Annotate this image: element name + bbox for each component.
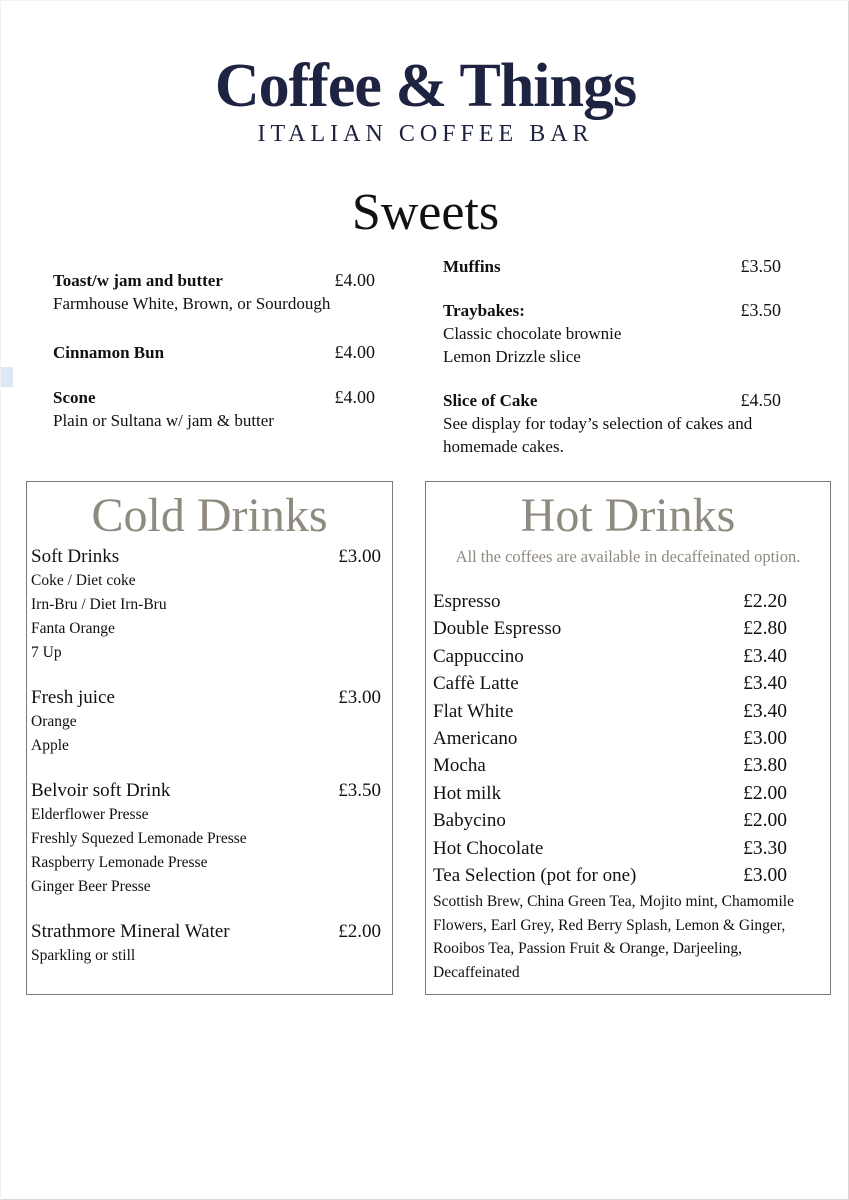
hot-drink-row [433,752,787,779]
sweets-item-desc: See display for today’s selection of cakes and [443,414,753,433]
cold-drink-option: Sparkling or still [31,947,136,964]
menu-header [1,53,849,149]
sweets-right-column [443,255,781,478]
cold-drink-option: Coke / Diet coke [31,572,136,589]
hot-drinks-box [425,481,831,995]
cold-drink-group [31,545,381,665]
hot-drink-row [433,588,787,615]
sweets-item-desc: Farmhouse White, Brown, or Sourdough [53,294,331,313]
hot-drink-name: Cappuccino [433,645,524,667]
sweets-item [53,386,375,432]
hot-drink-row [433,698,787,725]
hot-drink-price: £3.80 [743,755,787,777]
sweets-item-name: Toast/w jam and butter [53,271,223,290]
hot-drink-row [433,670,787,697]
hot-drink-row [433,780,787,807]
cold-drink-price: £3.00 [338,687,381,708]
tea-selection-line: Rooibos Tea, Passion Fruit & Orange, Darjeeling, [433,940,743,958]
hot-drink-name: Double Espresso [433,618,562,640]
hot-drink-price: £3.40 [743,645,787,667]
hot-drink-row [433,643,787,670]
cold-drink-price: £3.50 [338,780,381,801]
cold-drink-option: Fanta Orange [31,620,115,637]
hot-drink-price: £3.30 [743,837,787,859]
cold-drink-group [31,779,381,899]
sweets-item-price: £3.50 [740,300,781,320]
sweets-item-name: Muffins [443,257,501,276]
cold-drink-option: 7 Up [31,644,62,661]
cold-drink-group [31,920,381,968]
sweets-item-desc: homemade cakes. [443,437,564,456]
hot-drink-price: £2.20 [743,591,787,612]
tea-selection-line: Flowers, Earl Grey, Red Berry Splash, Lemon & Ginger, [433,916,786,934]
sweets-item-name: Traybakes: [443,301,525,320]
page-edge-marker [1,367,13,387]
cold-drink-name: Strathmore Mineral Water [31,921,230,942]
hot-drink-name: Espresso [433,591,501,612]
hot-drink-row [433,615,787,642]
hot-drink-row [433,835,787,862]
sweets-item-desc: Lemon Drizzle slice [443,347,581,366]
cold-drink-name: Belvoir soft Drink [31,780,171,801]
hot-drink-price: £2.00 [743,782,787,804]
sweets-item-name: Cinnamon Bun [53,343,165,362]
hot-drink-price: £3.40 [743,700,787,722]
hot-drink-name: Hot milk [433,782,502,804]
brand-subtitle: ITALIAN COFFEE BAR [257,121,594,147]
hot-drink-price: £2.00 [743,810,787,832]
sweets-item-price: £4.00 [334,342,375,362]
hot-drink-row [433,862,787,889]
sweets-left-column [53,269,375,452]
hot-drink-name: Caffè Latte [433,673,519,695]
sweets-item-desc: Classic chocolate brownie [443,324,622,343]
sweets-item-price: £4.50 [740,390,781,410]
hot-drink-price: £3.00 [743,728,787,750]
tea-selection-line: Decaffeinated [433,963,520,981]
sweets-item [53,269,375,315]
hot-drink-name: Americano [433,728,518,750]
hot-drink-price: £2.80 [743,618,787,640]
sweets-item [443,299,781,368]
cold-drink-option: Irn-Bru / Diet Irn-Bru [31,596,167,613]
cold-drink-option: Apple [31,737,69,754]
sweets-item-price: £4.00 [334,270,375,290]
hot-drink-row [433,807,787,834]
cold-drink-option: Orange [31,713,77,730]
sweets-item-desc: Plain or Sultana w/ jam & butter [53,411,274,430]
cold-drinks-box [26,481,393,995]
cold-drinks-list [31,545,381,989]
hot-drinks-heading: Hot Drinks [520,489,736,542]
sweets-item [443,389,781,458]
hot-drinks-list [433,588,794,984]
sweets-item [443,255,781,278]
cold-drink-option: Ginger Beer Presse [31,878,151,895]
hot-drink-name: Flat White [433,700,514,722]
cold-drink-group [31,686,381,758]
hot-drink-price: £3.00 [743,865,787,887]
sweets-item-price: £4.00 [334,387,375,407]
sweets-item-name: Scone [53,388,96,407]
cold-drink-name: Soft Drinks [31,546,120,567]
sweets-item-name: Slice of Cake [443,391,538,410]
hot-drink-price: £3.40 [743,673,787,695]
cold-drink-option: Raspberry Lemonade Presse [31,854,208,871]
hot-drink-name: Mocha [433,755,486,777]
cold-drink-option: Freshly Squezed Lemonade Presse [31,830,247,847]
tea-selection-list [433,890,813,984]
cold-drink-name: Fresh juice [31,687,115,708]
cold-drink-price: £2.00 [338,921,381,942]
hot-drink-name: Hot Chocolate [433,837,544,859]
sweets-item [53,341,375,364]
cold-drinks-heading: Cold Drinks [91,489,328,542]
cold-drink-option: Elderflower Presse [31,806,149,823]
decaf-note: All the coffees are available in decaffeinated option. [455,547,801,566]
sweets-item-price: £3.50 [740,256,781,276]
tea-selection-line: Scottish Brew, China Green Tea, Mojito mint, Chamomile [433,893,794,911]
hot-drink-name: Tea Selection (pot for one) [433,865,637,887]
sweets-heading: Sweets [351,184,500,241]
menu-page [1,1,849,1200]
hot-drink-name: Babycino [433,810,506,832]
hot-drink-row [433,725,787,752]
cold-drink-price: £3.00 [338,546,381,567]
brand-logo-text: Coffee & Things [214,52,637,120]
